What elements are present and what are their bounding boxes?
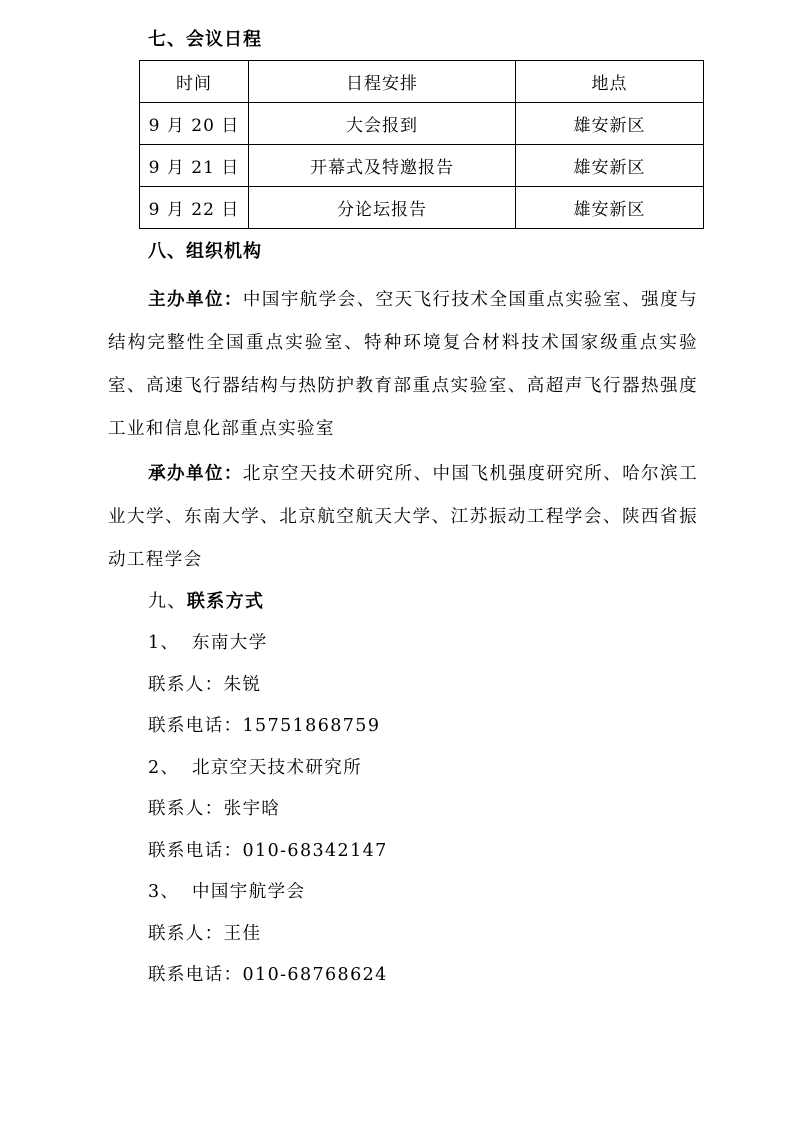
table-row — [140, 103, 704, 145]
schedule-heading: 七、会议日程 — [148, 29, 262, 50]
organization-heading: 八、组织机构 — [148, 241, 262, 262]
contact-heading — [148, 590, 264, 614]
host-paragraph — [108, 279, 698, 451]
host-label: 主办单位： — [148, 290, 243, 310]
host-text: 中国宇航学会、空天飞行技术全国重点实验室、强度与结构完整性全国重点实验室、特种环境复合材料技术国家级重点实验室、高速飞行器结构与热防护教育部重点实验室、高超声飞行器热强度工业和信息化部重点实验室 — [108, 290, 699, 439]
contact-org-3 — [148, 880, 305, 904]
contact-heading-prefix: 九、 — [148, 591, 187, 612]
contact-org-name: 北京空天技术研究所 — [192, 758, 363, 778]
column-header-agenda: 日程安排 — [249, 61, 516, 103]
cell-location: 雄安新区 — [516, 103, 704, 145]
cell-date: 9 月 21 日 — [140, 145, 249, 187]
contact-person-2: 联系人：张宇晗 — [148, 799, 281, 819]
table-row — [140, 145, 704, 187]
contact-number: 2、 — [148, 758, 180, 778]
contact-org-name: 东南大学 — [192, 633, 268, 653]
contact-org-name: 中国宇航学会 — [192, 882, 306, 902]
table-header-row — [140, 61, 704, 103]
cell-agenda: 开幕式及特邀报告 — [249, 145, 516, 187]
schedule-table — [139, 60, 704, 229]
organizer-text: 北京空天技术研究所、中国飞机强度研究所、哈尔滨工业大学、东南大学、北京航空航天大学、江苏振动工程学会、陕西省振动工程学会 — [108, 464, 699, 570]
table-row — [140, 187, 704, 229]
contact-heading-title: 联系方式 — [186, 591, 265, 612]
contact-org-1 — [148, 631, 268, 655]
contact-org-2 — [148, 756, 362, 780]
contact-person-1: 联系人：朱锐 — [148, 675, 262, 695]
column-header-location: 地点 — [516, 61, 704, 103]
contact-phone-2: 联系电话：010-68342147 — [148, 841, 388, 861]
contact-phone-1: 联系电话：15751868759 — [148, 716, 381, 736]
cell-location: 雄安新区 — [516, 145, 704, 187]
contact-number: 3、 — [148, 882, 180, 902]
cell-agenda: 分论坛报告 — [249, 187, 516, 229]
cell-date: 9 月 22 日 — [140, 187, 249, 229]
organizer-label: 承办单位： — [148, 464, 243, 484]
column-header-time: 时间 — [140, 61, 249, 103]
cell-agenda: 大会报到 — [249, 103, 516, 145]
contact-phone-3: 联系电话：010-68768624 — [148, 965, 388, 985]
organizer-paragraph — [108, 453, 698, 582]
contact-person-3: 联系人：王佳 — [148, 924, 262, 944]
contact-number: 1、 — [148, 633, 180, 653]
cell-date: 9 月 20 日 — [140, 103, 249, 145]
cell-location: 雄安新区 — [516, 187, 704, 229]
